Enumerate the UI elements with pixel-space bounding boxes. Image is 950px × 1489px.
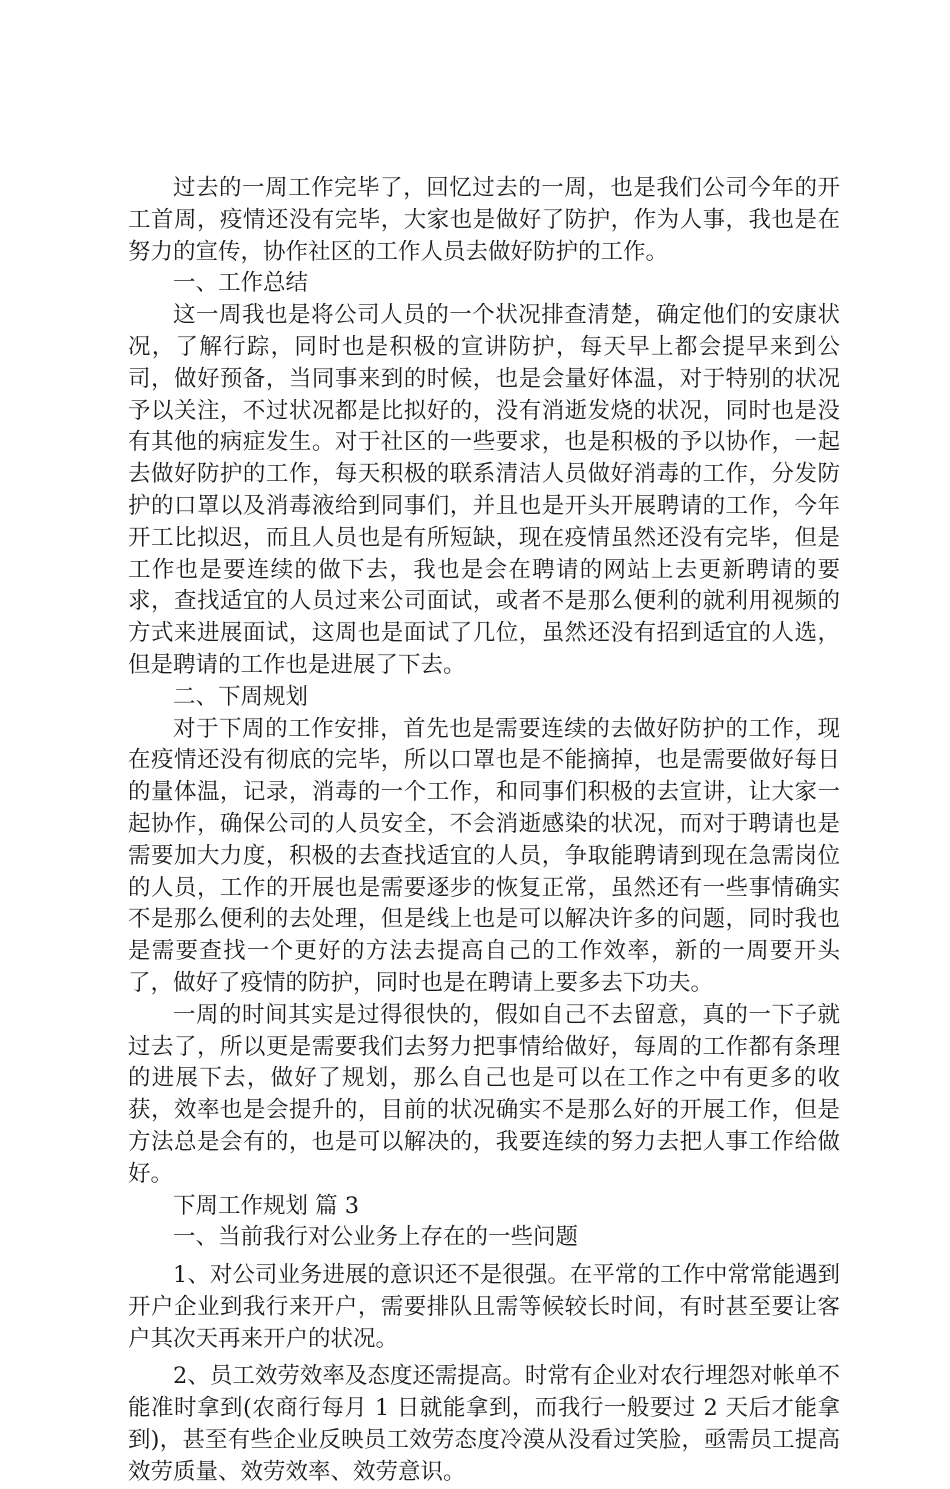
issue-item-2: 2、员工效劳效率及态度还需提高。时常有企业对农行埋怨对帐单不能准时拿到(农商行每月 1 日就能拿到，而我行一般要过 2 天后才能拿到)，甚至有些企业反映员工效劳态度冷漠从没看过笑脸，亟需员工提高效劳质量、效劳效率、效劳意识。 [128,1363,840,1485]
section-heading-current-issues: 一、当前我行对公业务上存在的一些问题 [173,1224,579,1251]
section-heading-next-week-plan: 二、下周规划 [173,683,309,710]
document-page [128,173,840,1489]
intro-paragraph: 过去的一周工作完毕了，回忆过去的一周，也是我们公司今年的开工首周，疫情还没有完毕，大家也是做好了防护，作为人事，我也是在努力的宣传，协作社区的工作人员去做好防护的工作。 [128,175,840,265]
section-heading-work-summary: 一、工作总结 [173,270,309,297]
issue-item-1: 1、对公司业务进展的意识还不是很强。在平常的工作中常常能遇到开户企业到我行来开户，需要排队且需等候较长时间，有时甚至要让客户其次天再来开户的状况。 [128,1262,840,1352]
closing-paragraph: 一周的时间其实是过得很快的，假如自己不去留意，真的一下子就过去了，所以更是需要我们去努力把事情给做好，每周的工作都有条理的进展下去，做好了规划，那么自己也是可以在工作之中有更多的收获，效率也是会提升的，目前的状况确实不是那么好的开展工作，但是方法总是会有的，也是可以解决的，我要连续的努力去把人事工作给做好。 [128,1001,840,1187]
work-summary-paragraph: 这一周我也是将公司人员的一个状况排查清楚，确定他们的安康状况，了解行踪，同时也是积极的宣讲防护，每天早上都会提早来到公司，做好预备，当同事来到的时候，也是会量好体温，对于特别的状况予以关注，不过状况都是比拟好的，没有消逝发烧的状况，同时也是没有其他的病症发生。对于社区的一些要求，也是积极的予以协作，一起去做好防护的工作，每天积极的联系清洁人员做好消毒的工作，分发防护的口罩以及消毒液给到同事们，并且也是开头开展聘请的工作，今年开工比拟迟，而且人员也是有所短缺，现在疫情虽然还没有完毕，但是工作也是要连续的做下去，我也是会在聘请的网站上去更新聘请的要求，查找适宜的人员过来公司面试，或者不是那么便利的就利用视频的方式来进展面试，这周也是面试了几位，虽然还没有招到适宜的人选，但是聘请的工作也是进展了下去。 [128,302,840,678]
article-title-part-3: 下周工作规划 篇 3 [173,1192,360,1219]
next-week-plan-paragraph: 对于下周的工作安排，首先也是需要连续的去做好防护的工作，现在疫情还没有彻底的完毕，所以口罩也是不能摘掉，也是需要做好每日的量体温，记录，消毒的一个工作，和同事们积极的去宣讲，让大家一起协作，确保公司的人员安全，不会消逝感染的状况，而对于聘请也是需要加大力度，积极的去查找适宜的人员，争取能聘请到现在急需岗位的人员，工作的开展也是需要逐步的恢复正常，虽然还有一些事情确实不是那么便利的去处理，但是线上也是可以解决许多的问题，同时我也是需要查找一个更好的方法去提高自己的工作效率，新的一周要开头了，做好了疫情的防护，同时也是在聘请上要多去下功夫。 [128,715,840,996]
